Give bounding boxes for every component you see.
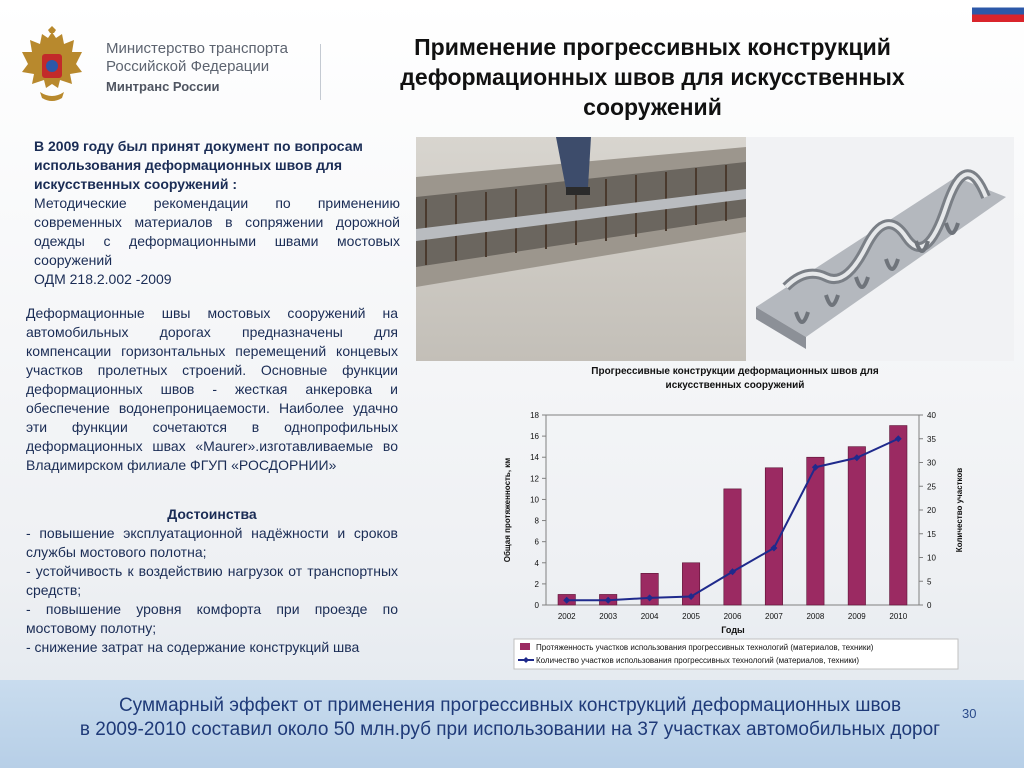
summary-text bbox=[40, 694, 980, 742]
header-divider bbox=[320, 44, 321, 100]
y-tick-label: 8 bbox=[534, 516, 539, 526]
y2-tick-label: 10 bbox=[927, 553, 936, 563]
x-tick-label: 2009 bbox=[847, 612, 866, 621]
bar bbox=[890, 426, 907, 605]
y-tick-label: 16 bbox=[530, 432, 539, 442]
y-tick-label: 4 bbox=[534, 558, 539, 568]
flag-stripes bbox=[972, 0, 1024, 22]
y-tick-label: 0 bbox=[534, 601, 539, 610]
advantage-item: - повышение уровня комфорта при проезде по мостовому полотну; bbox=[26, 601, 398, 636]
summary-line-2: в 2009-2010 составил около 50 млн.руб при использовании на 37 участках автомобильных дорог bbox=[79, 719, 941, 740]
y-tick-label: 18 bbox=[530, 411, 539, 420]
y-tick-label: 12 bbox=[530, 474, 539, 484]
chart bbox=[490, 360, 980, 675]
legend-bar-label: Протяженность участков использования прогрессивных технологий (материалов, техники) bbox=[536, 643, 874, 652]
y2-axis-label: Количество участков bbox=[955, 467, 964, 553]
ministry-line-2: Российской Федерации bbox=[106, 58, 270, 75]
construction-site-photo bbox=[416, 137, 746, 361]
y2-tick-label: 20 bbox=[927, 506, 936, 515]
bar bbox=[724, 489, 741, 605]
intro-text: Методические рекомендации по применению современных материалов в сопряжении дорожной одежды с деформационными швами мостовых сооружений bbox=[34, 195, 400, 268]
page-number: 30 bbox=[962, 706, 977, 721]
summary-line-1: Суммарный эффект от применения прогрессивных конструкций деформационных швов bbox=[118, 695, 902, 716]
y2-tick-label: 30 bbox=[927, 458, 936, 468]
description-paragraph: Деформационные швы мостовых сооружений на автомобильных дорогах предназначены для компенсации горизонтальных перемещений концевых участков пролетных строений. Основные функции деформационных швов - жесткая анкеровка и обеспечение водонепроницаемости. Наиболее удачно эти функции сочетаются в однопрофильных деформационных швах «Maurer».изготавливаемые во Владимирском филиале ФГУП «РОСДОРНИИ» bbox=[26, 305, 398, 473]
x-tick-label: 2002 bbox=[557, 612, 576, 621]
x-tick-label: 2008 bbox=[806, 612, 825, 621]
y2-tick-label: 25 bbox=[927, 482, 936, 492]
ministry-name bbox=[106, 40, 288, 96]
y-tick-label: 14 bbox=[530, 453, 539, 463]
x-tick-label: 2004 bbox=[640, 612, 659, 621]
legend-bar-swatch bbox=[520, 643, 530, 650]
advantage-item: - повышение эксплуатационной надёжности и сроков службы мостового полотна; bbox=[26, 525, 398, 560]
x-tick-label: 2006 bbox=[723, 612, 742, 621]
intro-heading: В 2009 году был принят документ по вопросам использования деформационных швов для искусственных сооружений : bbox=[34, 138, 363, 192]
x-tick-label: 2007 bbox=[765, 612, 783, 621]
chart-svg bbox=[490, 360, 980, 675]
document-code: ОДМ 218.2.002 -2009 bbox=[34, 271, 172, 287]
expansion-joint-render bbox=[746, 137, 1014, 361]
legend-line-label: Количество участков использования прогрессивных технологий (материалов, техники) bbox=[536, 656, 860, 665]
ministry-short-name: Минтранс России bbox=[106, 79, 220, 94]
advantages-list bbox=[26, 524, 398, 657]
y2-tick-label: 40 bbox=[927, 411, 936, 420]
x-axis-label: Годы bbox=[721, 625, 745, 635]
y-tick-label: 10 bbox=[530, 495, 539, 505]
intro-block bbox=[34, 137, 400, 289]
bar bbox=[848, 447, 865, 605]
y2-tick-label: 15 bbox=[927, 529, 936, 539]
advantage-item: - снижение затрат на содержание конструкций шва bbox=[26, 639, 360, 655]
advantage-item: - устойчивость к воздействию нагрузок от транспортных средств; bbox=[26, 563, 398, 598]
y-axis-label: Общая протяженность, км bbox=[503, 457, 512, 563]
x-tick-label: 2003 bbox=[599, 612, 618, 621]
y2-tick-label: 35 bbox=[927, 434, 936, 444]
y2-tick-label: 5 bbox=[927, 577, 932, 587]
ministry-line-1: Министерство транспорта bbox=[106, 40, 288, 57]
x-tick-label: 2010 bbox=[889, 612, 908, 621]
y2-tick-label: 0 bbox=[927, 601, 932, 610]
chart-title-line-2: искусственных сооружений bbox=[665, 380, 805, 391]
y-tick-label: 2 bbox=[534, 579, 539, 589]
slide-title: Применение прогрессивных конструкций деформационных швов для искусственных сооружений bbox=[400, 34, 905, 120]
y-tick-label: 6 bbox=[534, 537, 539, 547]
advantages-heading: Достоинства bbox=[167, 506, 257, 522]
chart-title-line-1: Прогрессивные конструкции деформационных швов для bbox=[591, 366, 879, 377]
coat-of-arms-logo bbox=[18, 26, 86, 108]
x-tick-label: 2005 bbox=[682, 612, 700, 621]
